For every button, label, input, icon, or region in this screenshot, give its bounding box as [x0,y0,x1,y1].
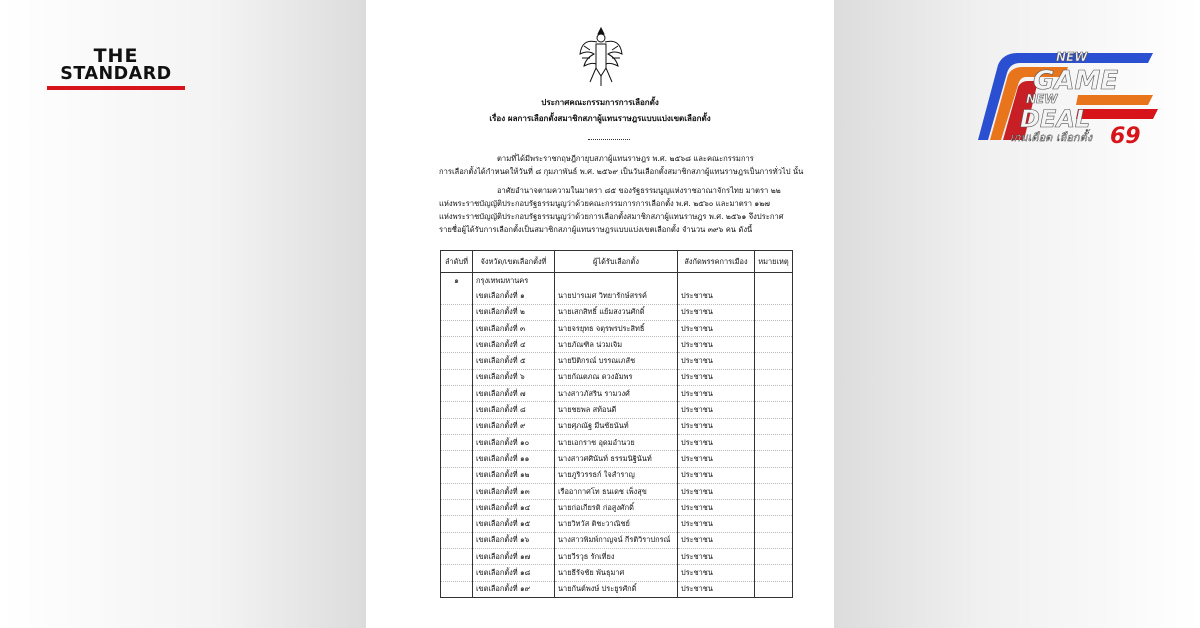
divider [588,139,630,140]
district-cell: เขตเลือกตั้งที่ ๑๘ [473,565,555,581]
order-cell [441,353,473,369]
background-left [0,0,366,628]
para1-line1: ตามที่ได้มีพระราชกฤษฎีกายุบสภาผู้แทนราษฎร พ.ศ. ๒๕๖๘ และคณะกรรมการ [497,154,754,163]
note-cell [755,402,793,418]
logo-line-2: STANDARD [60,64,172,84]
elected-name-cell: นางสาวพิมพ์กาญจน์ กีรติวิราปกรณ์ [555,532,678,548]
table-header [441,251,793,273]
order-cell [441,418,473,434]
note-cell [755,386,793,402]
note-cell [755,418,793,434]
party-cell: ประชาชน [678,549,755,565]
table-row [441,467,793,483]
district-cell: เขตเลือกตั้งที่ ๔ [473,337,555,353]
note-cell [755,565,793,581]
logo-new-2: NEW [1026,92,1058,106]
note-cell [755,532,793,548]
table-row [441,581,793,597]
district-cell: เขตเลือกตั้งที่ ๒ [473,304,555,320]
order-cell [441,581,473,597]
district-cell: เขตเลือกตั้งที่ ๑๔ [473,500,555,516]
note-cell [755,549,793,565]
elected-name-cell: นายวีรวุธ รักเที่ยง [555,549,678,565]
document-subject: เรื่อง ผลการเลือกตั้งสมาชิกสภาผู้แทนราษฎรแบบแบ่งเขตเลือกตั้ง [489,114,711,123]
order-cell [441,288,473,304]
note-cell [755,516,793,532]
elected-name-cell: นายชยพล สท้อนดี [555,402,678,418]
order-cell [441,467,473,483]
note-cell [755,581,793,597]
header-district: จังหวัด/เขตเลือกตั้งที่ [473,251,555,273]
note-cell [755,320,793,336]
elected-name-cell: นายวิทวัส ติชะวาณิชย์ [555,516,678,532]
party-cell: ประชาชน [678,483,755,499]
elected-name-cell: นายปิติกรณ์ บรรณเภสัช [555,353,678,369]
district-cell: เขตเลือกตั้งที่ ๑ [473,288,555,304]
garuda-emblem [578,24,624,88]
note-cell [755,337,793,353]
note-cell [755,288,793,304]
party-cell: ประชาชน [678,402,755,418]
party-cell: ประชาชน [678,288,755,304]
para2-line4: รายชื่อผู้ได้รับการเลือกตั้งเป็นสมาชิกสภาผู้แทนราษฎรแบบแบ่งเขตเลือกตั้ง จำนวน ๓๙๖ คน ดังนี้ [439,225,753,234]
table-row [441,565,793,581]
district-cell: เขตเลือกตั้งที่ ๑๐ [473,434,555,450]
note-cell [755,467,793,483]
order-cell [441,386,473,402]
table-row [441,402,793,418]
order-cell [441,320,473,336]
para1-line2: การเลือกตั้งได้กำหนดให้วันที่ ๘ กุมภาพันธ์ พ.ศ. ๒๕๖๙ เป็นวันเลือกตั้งสมาชิกสภาผู้แทนราษฎรเป็นการทั่วไป นั้น [439,167,804,176]
party-cell: ประชาชน [678,565,755,581]
note-cell [755,369,793,385]
table-row-province [441,273,793,289]
district-cell: เขตเลือกตั้งที่ ๑๒ [473,467,555,483]
note-cell [755,353,793,369]
para2-line2: แห่งพระราชบัญญัติประกอบรัฐธรรมนูญว่าด้วยคณะกรรมการการเลือกตั้ง พ.ศ. ๒๕๖๐ และมาตรา ๑๒๗ [439,199,770,208]
district-cell: เขตเลือกตั้งที่ ๑๙ [473,581,555,597]
order-cell [441,565,473,581]
elected-name-cell: นางสาวศศินันท์ ธรรมนิฐินันท์ [555,451,678,467]
order-cell [441,516,473,532]
order-cell: ๑ [441,273,473,289]
logo-69: 69 [1110,124,1141,145]
table-row [441,532,793,548]
table-row [441,516,793,532]
table-row [441,320,793,336]
district-cell: เขตเลือกตั้งที่ ๖ [473,369,555,385]
results-table [440,250,793,598]
party-cell: ประชาชน [678,353,755,369]
party-cell: ประชาชน [678,418,755,434]
new-game-new-deal-logo [958,45,1158,145]
order-cell [441,337,473,353]
header-party: สังกัดพรรคการเมือง [678,251,755,273]
district-cell: เขตเลือกตั้งที่ ๑๖ [473,532,555,548]
order-cell [441,483,473,499]
district-cell: เขตเลือกตั้งที่ ๑๗ [473,549,555,565]
party-cell: ประชาชน [678,467,755,483]
table-row [441,434,793,450]
order-cell [441,451,473,467]
table-row [441,288,793,304]
order-cell [441,434,473,450]
order-cell [441,549,473,565]
table-row [441,353,793,369]
para2-line3: แห่งพระราชบัญญัติประกอบรัฐธรรมนูญว่าด้วยการเลือกตั้งสมาชิกสภาผู้แทนราษฎร พ.ศ. ๒๕๖๑ จึงประกาศ [439,212,784,221]
district-cell: เขตเลือกตั้งที่ ๘ [473,402,555,418]
table-row [441,418,793,434]
party-cell: ประชาชน [678,304,755,320]
elected-name-cell: นายกันต์พงษ์ ประยูรศักดิ์ [555,581,678,597]
logo-thai-tagline: เกมเดือด เลือกตั้ง [1010,131,1093,144]
party-cell: ประชาชน [678,451,755,467]
party-cell: ประชาชน [678,369,755,385]
party-cell: ประชาชน [678,386,755,402]
elected-name-cell: นายจรยุทธ จตุรพรประสิทธิ์ [555,320,678,336]
elected-name-cell: เรืออากาศโท ธนเดช เพ็งสุข [555,483,678,499]
district-cell: เขตเลือกตั้งที่ ๑๕ [473,516,555,532]
party-cell: ประชาชน [678,516,755,532]
table-row [441,500,793,516]
elected-name-cell: นายปารเมศ วิทยารักษ์สรรค์ [555,288,678,304]
elected-name-cell: นายเสกสิทธิ์ แย้มสงวนศักดิ์ [555,304,678,320]
elected-name-cell: นายธีรัจชัย พันธุมาศ [555,565,678,581]
district-cell: เขตเลือกตั้งที่ ๗ [473,386,555,402]
logo-new-1: NEW [1056,50,1088,64]
table-row [441,369,793,385]
elected-name-cell: นายศุภณัฐ มีนชัยนันท์ [555,418,678,434]
elected-name-cell: นายภูริวรรธก์ ใจสำราญ [555,467,678,483]
elected-name-cell: นายกัณตภณ ดวงอัมพร [555,369,678,385]
order-cell [441,532,473,548]
order-cell [441,369,473,385]
table-row [441,451,793,467]
note-cell [755,451,793,467]
party-cell: ประชาชน [678,320,755,336]
party-cell: ประชาชน [678,581,755,597]
table-row [441,386,793,402]
table-row [441,337,793,353]
party-cell: ประชาชน [678,500,755,516]
district-cell: เขตเลือกตั้งที่ ๓ [473,320,555,336]
elected-name-cell: นางสาวภัสริน รามวงศ์ [555,386,678,402]
elected-name-cell: นายเอกราช อุดมอำนวย [555,434,678,450]
the-standard-logo [47,47,185,90]
district-cell: เขตเลือกตั้งที่ ๙ [473,418,555,434]
document-page [366,0,834,628]
district-cell: เขตเลือกตั้งที่ ๑๑ [473,451,555,467]
order-cell [441,500,473,516]
province-cell: กรุงเทพมหานคร [473,273,555,289]
table-row [441,549,793,565]
district-cell: เขตเลือกตั้งที่ ๕ [473,353,555,369]
header-elected: ผู้ได้รับเลือกตั้ง [555,251,678,273]
elected-name-cell: นายก่อเกียรติ ก่อสูงศักดิ์ [555,500,678,516]
order-cell [441,402,473,418]
header-order: ลำดับที่ [441,251,473,273]
district-cell: เขตเลือกตั้งที่ ๑๓ [473,483,555,499]
table-row [441,304,793,320]
logo-game: GAME [1033,66,1119,96]
document-title: ประกาศคณะกรรมการการเลือกตั้ง [541,98,659,107]
logo-deal: DEAL [1020,105,1091,133]
logo-line-1: THE [93,45,139,67]
party-cell: ประชาชน [678,337,755,353]
note-cell [755,304,793,320]
logo-red-bar [47,86,185,90]
note-cell [755,434,793,450]
para2-line1: อาศัยอำนาจตามความในมาตรา ๘๕ ของรัฐธรรมนูญแห่งราชอาณาจักรไทย มาตรา ๒๒ [497,186,781,195]
party-cell: ประชาชน [678,434,755,450]
elected-name-cell: นายภัณฑิล น่วมเจิม [555,337,678,353]
table-row [441,483,793,499]
note-cell [755,500,793,516]
order-cell [441,304,473,320]
party-cell: ประชาชน [678,532,755,548]
note-cell [755,483,793,499]
header-note: หมายเหตุ [755,251,793,273]
